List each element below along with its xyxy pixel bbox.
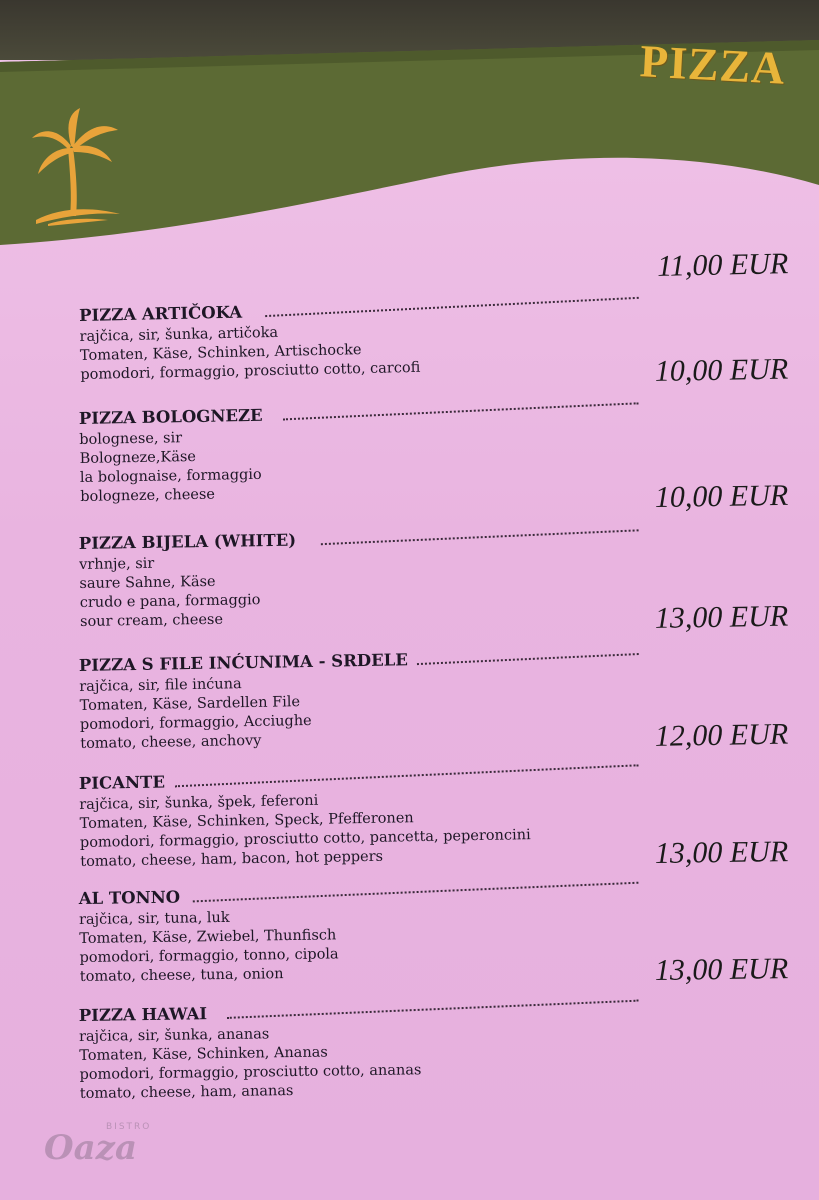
ingredient-line: vrhnje, sir	[79, 555, 155, 573]
ingredient-line: saure Sahne, Käse	[79, 573, 216, 592]
ingredient-line: Tomaten, Käse, Schinken, Speck, Pfefferonen	[79, 810, 414, 832]
ingredient-line: pomodori, formaggio, Acciughe	[79, 712, 312, 733]
ingredient-line: tomato, cheese, anchovy	[80, 732, 262, 752]
ingredient-line: crudo e pana, formaggio	[79, 592, 261, 611]
ingredient-line: pomodori, formaggio, prosciutto cotto, ananas	[79, 1062, 422, 1083]
ingredient-line: tomato, cheese, ham, bacon, hot peppers	[80, 848, 384, 870]
ingredient-line: sour cream, cheese	[79, 611, 224, 630]
ingredient-line: bolognese, sir	[79, 430, 183, 448]
ingredient-line: rajčica, sir, šunka, artičoka	[79, 324, 279, 345]
ingredient-line: Tomaten, Käse, Schinken, Ananas	[79, 1044, 328, 1064]
logo-small-text: BISTRO	[106, 1122, 152, 1132]
item-name: PIZZA ARTIČOKA	[78, 302, 243, 325]
dotted-leader-line	[227, 1000, 639, 1019]
ingredient-line: pomodori, formaggio, prosciutto cotto, pancetta, peperoncini	[79, 827, 531, 851]
ingredient-line: rajčica, sir, file inćuna	[79, 676, 242, 695]
ingredient-lines	[79, 321, 420, 385]
item-price: 13,00 EUR	[654, 835, 789, 870]
ingredient-line: rajčica, sir, šunka, špek, feferoni	[79, 792, 319, 813]
page-title: PIZZA	[638, 35, 787, 94]
item-name: PIZZA BOLOGNEZE	[78, 405, 263, 428]
dotted-leader-line	[265, 297, 639, 317]
item-name: PICANTE	[78, 772, 166, 793]
ingredient-line: rajčica, sir, tuna, luk	[78, 909, 230, 928]
ingredient-line: Tomaten, Käse, Sardellen File	[79, 694, 301, 714]
ingredient-lines	[79, 788, 531, 872]
ingredient-line: pomodori, formaggio, prosciutto cotto, carcofi	[80, 359, 421, 383]
item-price: 13,00 EUR	[654, 599, 789, 635]
dotted-leader-line	[321, 529, 639, 545]
dotted-leader-line	[283, 402, 639, 420]
dotted-leader-line	[417, 653, 639, 665]
item-price: 10,00 EUR	[654, 478, 789, 514]
item-name: PIZZA HAWAI	[78, 1004, 208, 1025]
ingredient-lines	[79, 428, 262, 507]
ingredient-line: tomato, cheese, ham, ananas	[79, 1083, 294, 1102]
item-price: 11,00 EUR	[656, 247, 789, 283]
dotted-leader-line	[175, 764, 639, 787]
ingredient-line: rajčica, sir, šunka, ananas	[78, 1026, 270, 1045]
dotted-leader-line	[193, 882, 639, 903]
ingredient-lines	[79, 674, 312, 754]
ingredient-lines	[79, 1023, 422, 1104]
item-name: PIZZA BIJELA (WHITE)	[78, 530, 297, 553]
ingredient-line: Bologneze,Käse	[79, 448, 197, 467]
item-price: 10,00 EUR	[654, 352, 789, 388]
ingredient-line: Tomaten, Käse, Zwiebel, Thunfisch	[79, 927, 337, 947]
ingredient-line: pomodori, formaggio, tonno, cipola	[79, 946, 339, 966]
ingredient-line: bologneze, cheese	[80, 486, 216, 505]
ingredient-line: tomato, cheese, tuna, onion	[79, 966, 284, 985]
ingredient-line: la bolognaise, formaggio	[79, 466, 262, 486]
item-price: 13,00 EUR	[654, 952, 789, 987]
item-name: PIZZA S FILE INĆUNIMA - SRDELE	[78, 650, 409, 675]
ingredient-lines	[79, 553, 261, 632]
item-price: 12,00 EUR	[654, 717, 789, 753]
logo-big-text: Oaza	[44, 1128, 137, 1168]
ingredient-line: Tomaten, Käse, Schinken, Artischocke	[79, 342, 362, 364]
ingredient-lines	[79, 907, 339, 987]
item-name: AL TONNO	[78, 887, 181, 908]
